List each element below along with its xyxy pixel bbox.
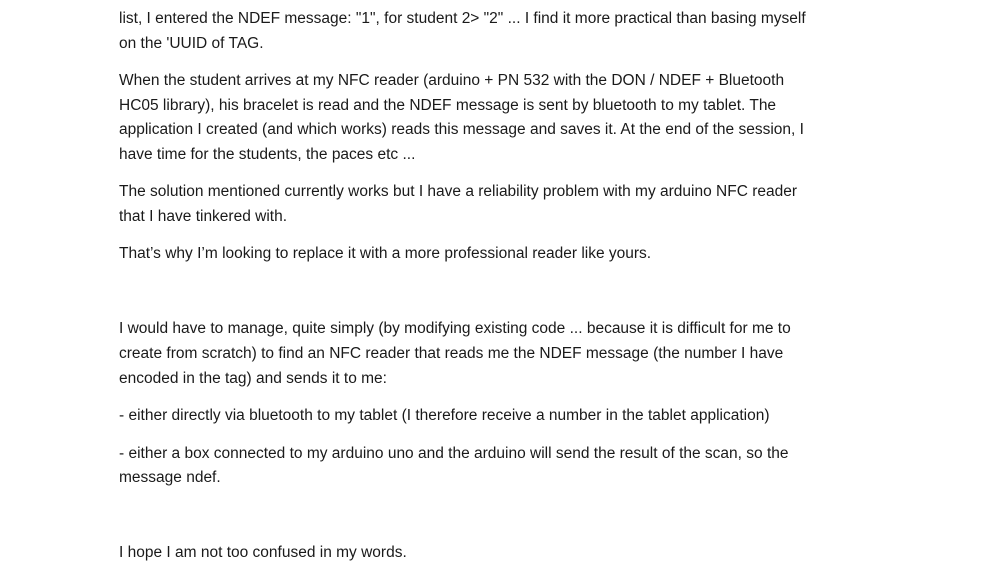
text-line: HC05 library), his bracelet is read and the NDEF message is sent by bluetooth to my tablet. The: [119, 97, 777, 114]
text-line: I hope I am not too confused in my words.: [119, 544, 407, 561]
text-line: When the student arrives at my NFC reader (arduino + PN 532 with the DON / NDEF + Bluetooth: [119, 72, 785, 89]
text-line: have time for the students, the paces etc ...: [119, 146, 416, 163]
text-line: on the 'UUID of TAG.: [119, 35, 264, 52]
text-line: encoded in the tag) and sends it to me:: [119, 370, 387, 387]
text-line: I would have to manage, quite simply (by modifying existing code ... because it is difficult for me to: [119, 320, 791, 337]
text-line: - either directly via bluetooth to my tablet (I therefore receive a number in the tablet application): [119, 407, 770, 424]
text-line: The solution mentioned currently works but I have a reliability problem with my arduino NFC reader: [119, 183, 797, 200]
text-line: message ndef.: [119, 469, 221, 486]
text-line: that I have tinkered with.: [119, 208, 288, 225]
text-line: application I created (and which works) reads this message and saves it. At the end of the session, I: [119, 121, 804, 138]
text-line: list, I entered the NDEF message: "1", for student 2> "2" ... I find it more practical than basing myself: [119, 10, 806, 27]
text-line: - either a box connected to my arduino uno and the arduino will send the result of the scan, so the: [119, 445, 789, 462]
text-line: That’s why I’m looking to replace it with a more professional reader like yours.: [119, 245, 652, 262]
text-line: create from scratch) to find an NFC reader that reads me the NDEF message (the number I have: [119, 345, 784, 362]
